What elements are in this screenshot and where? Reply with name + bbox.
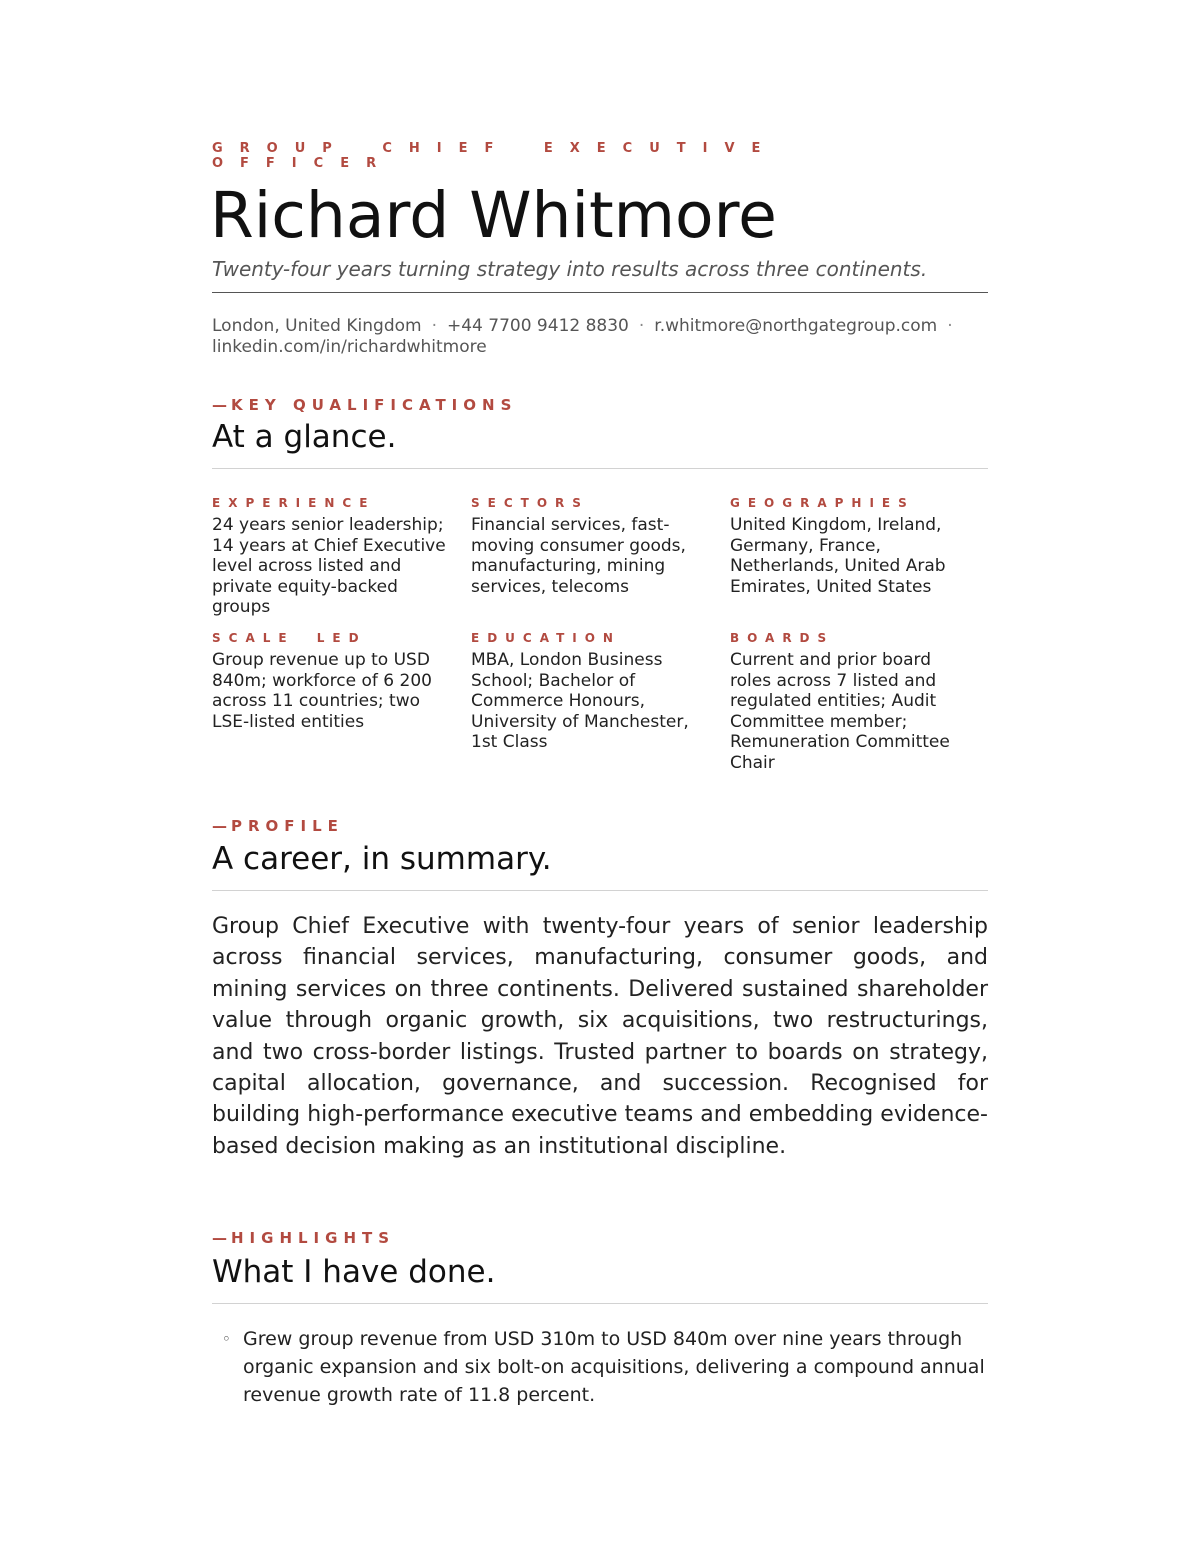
header-divider xyxy=(212,292,988,293)
section-label-text: PROFILE xyxy=(231,817,344,835)
list-item xyxy=(212,1325,988,1410)
section-title-highlights: What I have done. xyxy=(212,1254,496,1290)
section-label-profile xyxy=(212,817,344,835)
qualification-label: EDUCATION xyxy=(471,631,621,645)
qualification-sectors xyxy=(471,496,707,597)
candidate-name: Richard Whitmore xyxy=(210,179,777,252)
qualification-label: SECTORS xyxy=(471,496,589,510)
section-dash: — xyxy=(212,396,227,414)
contact-separator: · xyxy=(638,316,645,336)
job-title-eyebrow: GROUP CHIEF EXECUTIVE OFFICER xyxy=(212,141,778,171)
qualification-label: EXPERIENCE xyxy=(212,496,376,510)
contact-separator: · xyxy=(431,316,437,336)
section-title-profile: A career, in summary. xyxy=(212,841,552,877)
qualification-experience xyxy=(212,496,448,618)
section-dash: — xyxy=(212,1229,227,1247)
highlights-list xyxy=(212,1325,988,1410)
contact-line xyxy=(212,316,988,358)
section-dash: — xyxy=(212,817,227,835)
tagline: Twenty-four years turning strategy into results across three continents. xyxy=(212,257,928,281)
qualification-label: BOARDS xyxy=(730,631,835,645)
section-divider xyxy=(212,890,988,891)
qualification-text: Group revenue up to USD 840m; workforce of 6 200 across 11 countries; two LSE-listed entities xyxy=(212,650,432,732)
qualification-text: Current and prior board roles across 7 listed and regulated entities; Audit Committee member; Remuneration Committee Chair xyxy=(730,650,950,773)
section-label-qualifications xyxy=(212,396,517,414)
section-label-highlights xyxy=(212,1229,395,1247)
contact-separator: · xyxy=(947,316,953,336)
qualification-text: United Kingdom, Ireland, Germany, France, Netherlands, United Arab Emirates, United States xyxy=(730,515,946,597)
qualification-boards xyxy=(730,631,966,774)
contact-email[interactable]: r.whitmore@northgategroup.com xyxy=(654,316,938,336)
contact-location: London, United Kingdom xyxy=(212,316,422,336)
qualification-label: SCALE LED xyxy=(212,631,367,645)
qualification-text: 24 years senior leadership; 14 years at Chief Executive level across listed and private equity-backed groups xyxy=(212,515,446,618)
highlight-text: Grew group revenue from USD 310m to USD 840m over nine years through organic expansion and six bolt-on acquisitions, delivering a compound annual revenue growth rate of 11.8 percent. xyxy=(243,1328,985,1407)
qualification-education xyxy=(471,631,707,753)
qualification-text: MBA, London Business School; Bachelor of Commerce Honours, University of Manchester, 1st Class xyxy=(471,650,689,753)
contact-linkedin[interactable]: linkedin.com/in/richardwhitmore xyxy=(212,337,487,357)
contact-phone[interactable]: +44 7700 9412 8830 xyxy=(446,316,629,336)
qualification-scale-led xyxy=(212,631,448,732)
section-label-text: HIGHLIGHTS xyxy=(231,1229,396,1247)
section-title-qualifications: At a glance. xyxy=(212,419,397,455)
qualification-geographies xyxy=(730,496,966,597)
section-label-text: KEY QUALIFICATIONS xyxy=(231,396,518,414)
qualification-text: Financial services, fast-moving consumer goods, manufacturing, mining services, telecoms xyxy=(471,515,686,597)
section-divider xyxy=(212,468,988,469)
profile-summary: Group Chief Executive with twenty-four years of senior leadership across financial services, manufacturing, consumer goods, and mining services on three continents. Delivered sustained shareholder value through organic growth, six acquisitions, two restructurings, and two cross-border listings. Trusted partner to boards on strategy, capital allocation, governance, and succession. Recognised for building high-performance executive teams and embedding evidence-based decision making as an institutional discipline. xyxy=(212,914,988,1159)
section-divider xyxy=(212,1303,988,1304)
bullet-circle-icon: ◦ xyxy=(222,1330,231,1348)
qualification-label: GEOGRAPHIES xyxy=(730,496,915,510)
